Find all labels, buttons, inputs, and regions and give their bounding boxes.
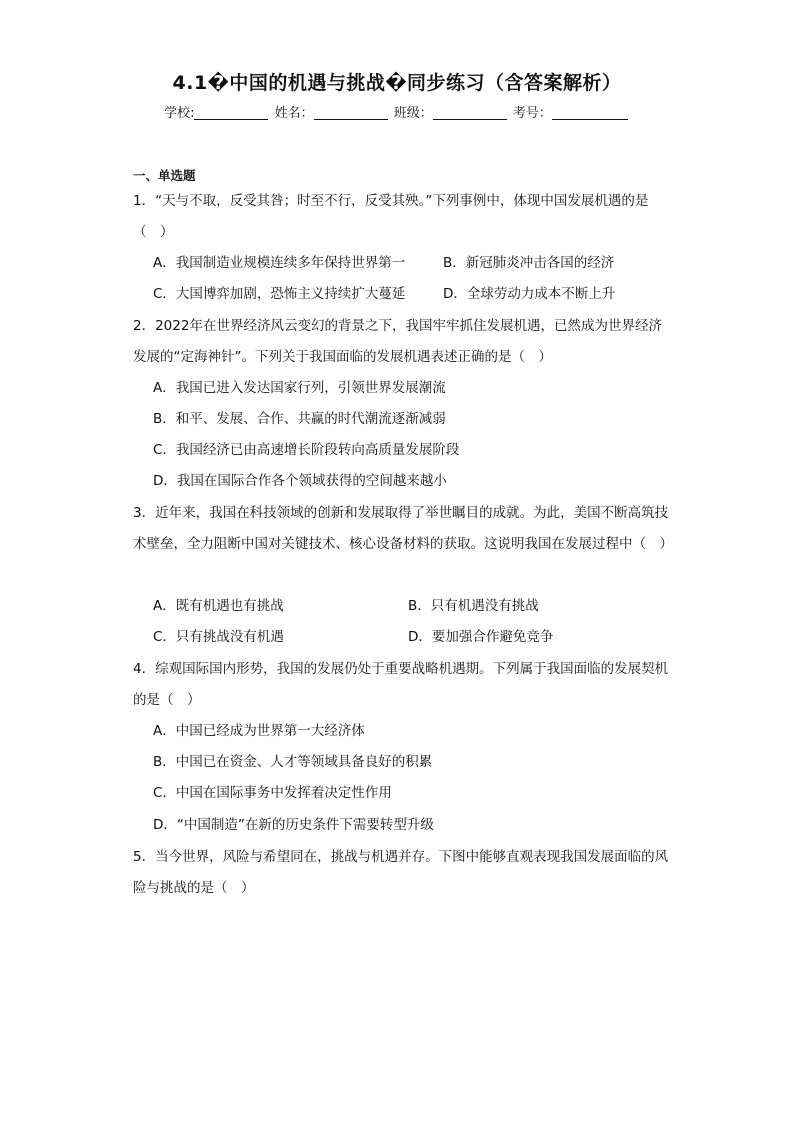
- question-2-option-c[interactable]: C．我国经济已由高速增长阶段转向高质量发展阶段: [153, 442, 460, 458]
- question-4-option-a[interactable]: A．中国已经成为世界第一大经济体: [153, 723, 365, 739]
- question-5-stem: 5．当今世界，风险与希望同在，挑战与机遇并存。下图中能够直观表现我国发展面临的风险与挑战的是（ ）: [133, 849, 669, 896]
- student-info-line: [0, 102, 794, 121]
- question-3-option-b[interactable]: B．只有机遇没有挑战: [408, 598, 539, 614]
- question-1-option-a[interactable]: A．我国制造业规模连续多年保持世界第一: [153, 255, 406, 271]
- question-4-option-d[interactable]: D．“中国制造”在新的历史条件下需要转型升级: [153, 817, 434, 833]
- question-2-option-b[interactable]: B．和平、发展、合作、共赢的时代潮流逐渐减弱: [153, 411, 446, 427]
- question-3-option-c[interactable]: C．只有挑战没有机遇: [153, 629, 284, 645]
- question-1-stem: 1．“天与不取，反受其咎；时至不行，反受其殃。”下列事例中，体现中国发展机遇的是（ ）: [133, 193, 649, 240]
- question-1-option-d[interactable]: D．全球劳动力成本不断上升: [443, 286, 616, 302]
- question-4-option-b[interactable]: B．中国已在资金、人才等领域具备良好的积累: [153, 754, 433, 770]
- school-label: 学校:: [164, 106, 195, 121]
- name-blank[interactable]: [314, 105, 388, 120]
- class-label: 班级：: [393, 106, 433, 121]
- exam-no-blank[interactable]: [552, 105, 628, 120]
- page-title: 4.1�中国的机遇与挑战�同步练习（含答案解析）: [172, 72, 622, 94]
- question-2-option-a[interactable]: A．我国已进入发达国家行列，引领世界发展潮流: [153, 380, 446, 396]
- question-2-stem: 2．2022年在世界经济风云变幻的背景之下，我国牢牢抓住发展机遇，已然成为世界经济发展的“定海神针”。下列关于我国面临的发展机遇表述正确的是（ ）: [133, 318, 662, 365]
- question-4-stem: 4．综观国际国内形势，我国的发展仍处于重要战略机遇期。下列属于我国面临的发展契机的是（ ）: [133, 661, 669, 708]
- question-3-option-a[interactable]: A．既有机遇也有挑战: [153, 598, 284, 614]
- question-4-option-c[interactable]: C．中国在国际事务中发挥着决定性作用: [153, 785, 392, 801]
- exam-no-label: 考号：: [512, 106, 552, 121]
- question-3-stem: 3．近年来，我国在科技领域的创新和发展取得了举世瞩目的成就。为此，美国不断高筑技术壁垒，全力阻断中国对关键技术、核心设备材料的获取。这说明我国在发展过程中（ ）: [133, 505, 673, 552]
- name-label: 姓名：: [274, 106, 314, 121]
- question-2-option-d[interactable]: D．我国在国际合作各个领域获得的空间越来越小: [153, 473, 447, 489]
- school-blank[interactable]: [194, 105, 268, 120]
- question-1-option-c[interactable]: C．大国博弈加剧，恐怖主义持续扩大蔓延: [153, 286, 406, 302]
- question-1-option-b[interactable]: B．新冠肺炎冲击各国的经济: [443, 255, 615, 271]
- class-blank[interactable]: [433, 105, 507, 120]
- question-3-option-d[interactable]: D．要加强合作避免竞争: [408, 629, 554, 645]
- section-title: 一、单选题: [133, 168, 196, 183]
